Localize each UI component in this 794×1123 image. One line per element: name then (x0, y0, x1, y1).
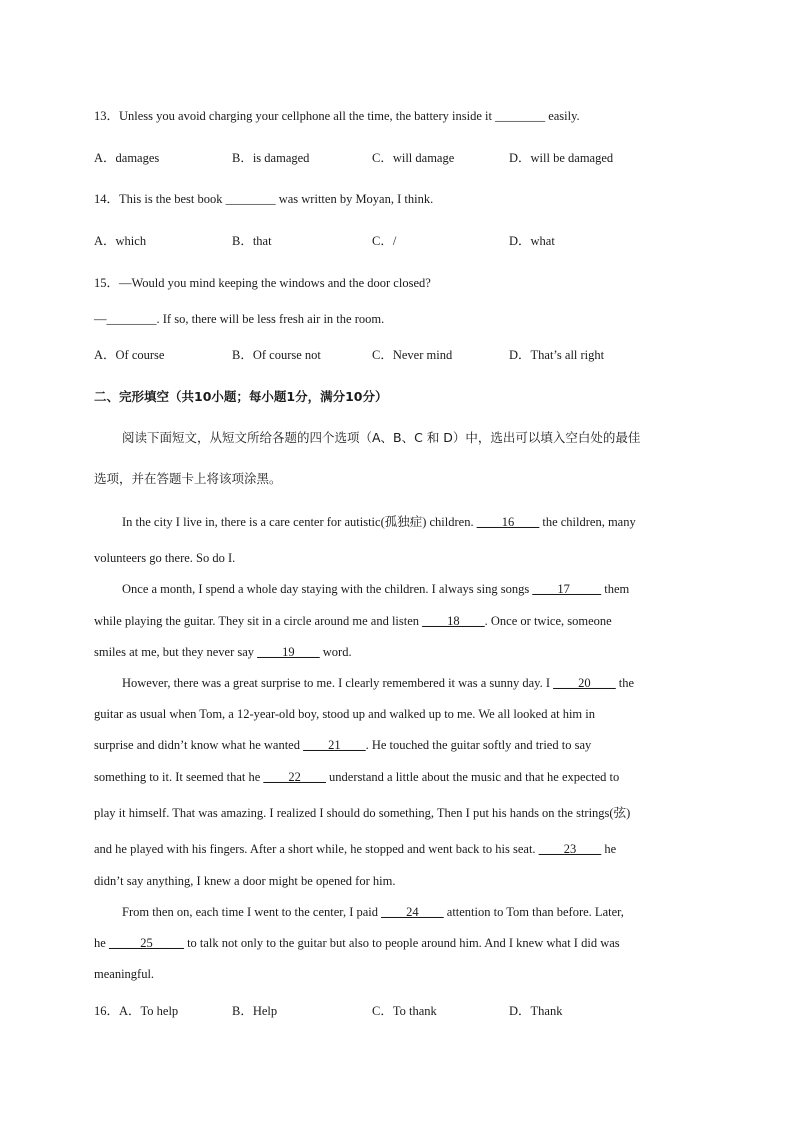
question-13-options (94, 150, 714, 166)
passage-text: surprise and didn’t know what he wanted (94, 738, 304, 752)
passage-line-4 (94, 613, 714, 629)
passage-text: and he played with his fingers. After a short while, he stopped and went back to his seat. (94, 842, 539, 856)
passage-line-7: guitar as usual when Tom, a 12-year-old boy, stood up and walked up to me. We all looked at him in (94, 707, 596, 721)
passage-line-6 (122, 675, 742, 691)
passage-text: word. (319, 645, 352, 659)
passage-line-15: meaningful. (94, 967, 155, 981)
question-13-stem: 13．Unless you avoid charging your cellphone all the time, the battery inside it ________ easily. (94, 109, 580, 123)
q13-option-d: D．will be damaged (509, 151, 614, 165)
passage-text: . He touched the guitar softly and tried to say (365, 738, 592, 752)
passage-text: . Once or twice, someone (484, 614, 612, 628)
q13-option-c: C．will damage (372, 151, 455, 165)
q15-option-d: D．That’s all right (509, 348, 605, 362)
passage-text: smiles at me, but they never say (94, 645, 258, 659)
question-15-options (94, 347, 714, 363)
question-16-options (94, 1003, 714, 1019)
blank-25: _____25_____ (108, 936, 184, 950)
question-15-stem: 15．—Would you mind keeping the windows and the door closed? (94, 276, 431, 290)
blank-24: ____24____ (381, 905, 444, 919)
passage-line-2: volunteers go there. So do I. (94, 551, 236, 565)
q16-option-c: C．To thank (372, 1004, 437, 1018)
passage-text: From then on, each time I went to the center, I paid (122, 905, 382, 919)
blank-17: ____17_____ (532, 582, 602, 596)
q15-option-b: B．Of course not (232, 348, 321, 362)
blank-16: ____16____ (476, 515, 540, 529)
q14-option-a: A．which (94, 234, 147, 248)
q13-option-b: B．is damaged (232, 151, 310, 165)
blank-19: ____19____ (257, 645, 320, 659)
passage-text: the (615, 676, 635, 690)
q14-option-c: C．/ (372, 234, 397, 248)
passage-line-9 (94, 769, 714, 785)
passage-line-14 (94, 935, 714, 951)
q16-option-d: D．Thank (509, 1004, 563, 1018)
blank-18: ____18____ (422, 614, 485, 628)
question-14-options (94, 233, 714, 249)
blank-20: ____20____ (553, 676, 616, 690)
q13-option-a: A．damages (94, 151, 160, 165)
passage-text: understand a little about the music and that he expected to (325, 770, 620, 784)
passage-text: the children, many (539, 515, 636, 529)
passage-text: Once a month, I spend a whole day staying with the children. I always sing songs (122, 582, 533, 596)
blank-22: ____22____ (263, 770, 326, 784)
passage-text: In the city I live in, there is a care center for autistic(孤独症) children. (122, 515, 477, 529)
passage-line-3 (122, 581, 742, 597)
passage-text: he (601, 842, 617, 856)
passage-text: However, there was a great surprise to me. I clearly remembered it was a sunny day. I (122, 676, 554, 690)
passage-text: them (601, 582, 630, 596)
passage-line-1 (122, 514, 742, 530)
passage-line-11 (94, 841, 714, 857)
passage-line-8 (94, 737, 714, 753)
q14-option-d: D．what (509, 234, 555, 248)
question-14-stem: 14．This is the best book ________ was written by Moyan, I think. (94, 192, 434, 206)
q16-option-a: 16．A．To help (94, 1004, 179, 1018)
q15-option-a: A．Of course (94, 348, 165, 362)
passage-line-5 (94, 644, 714, 660)
passage-line-12: didn’t say anything, I knew a door might be opened for him. (94, 874, 396, 888)
blank-23: ____23____ (538, 842, 602, 856)
q15-option-c: C．Never mind (372, 348, 453, 362)
passage-line-13 (122, 904, 742, 920)
passage-line-10: play it himself. That was amazing. I realized I should do something, Then I put his hands on the strings(弦) (94, 806, 631, 820)
q14-option-b: B．that (232, 234, 272, 248)
section-2-heading: 二、完形填空（共10小题；每小题1分，满分10分） (94, 389, 388, 404)
passage-text: to talk not only to the guitar but also to people around him. And I knew what I did was (183, 936, 620, 950)
passage-text: attention to Tom than before. Later, (443, 905, 624, 919)
section-2-instruction-line-2: 选项，并在答题卡上将该项涂黑。 (94, 471, 282, 486)
passage-text: while playing the guitar. They sit in a circle around me and listen (94, 614, 423, 628)
section-2-instruction-line-1: 阅读下面短文，从短文所给各题的四个选项（A、B、C 和 D）中，选出可以填入空白处的最佳 (122, 430, 641, 445)
blank-21: ____21____ (303, 738, 366, 752)
q16-option-b: B．Help (232, 1004, 278, 1018)
question-15-reply: —________. If so, there will be less fresh air in the room. (94, 312, 385, 326)
passage-text: he (94, 936, 109, 950)
passage-text: something to it. It seemed that he (94, 770, 264, 784)
